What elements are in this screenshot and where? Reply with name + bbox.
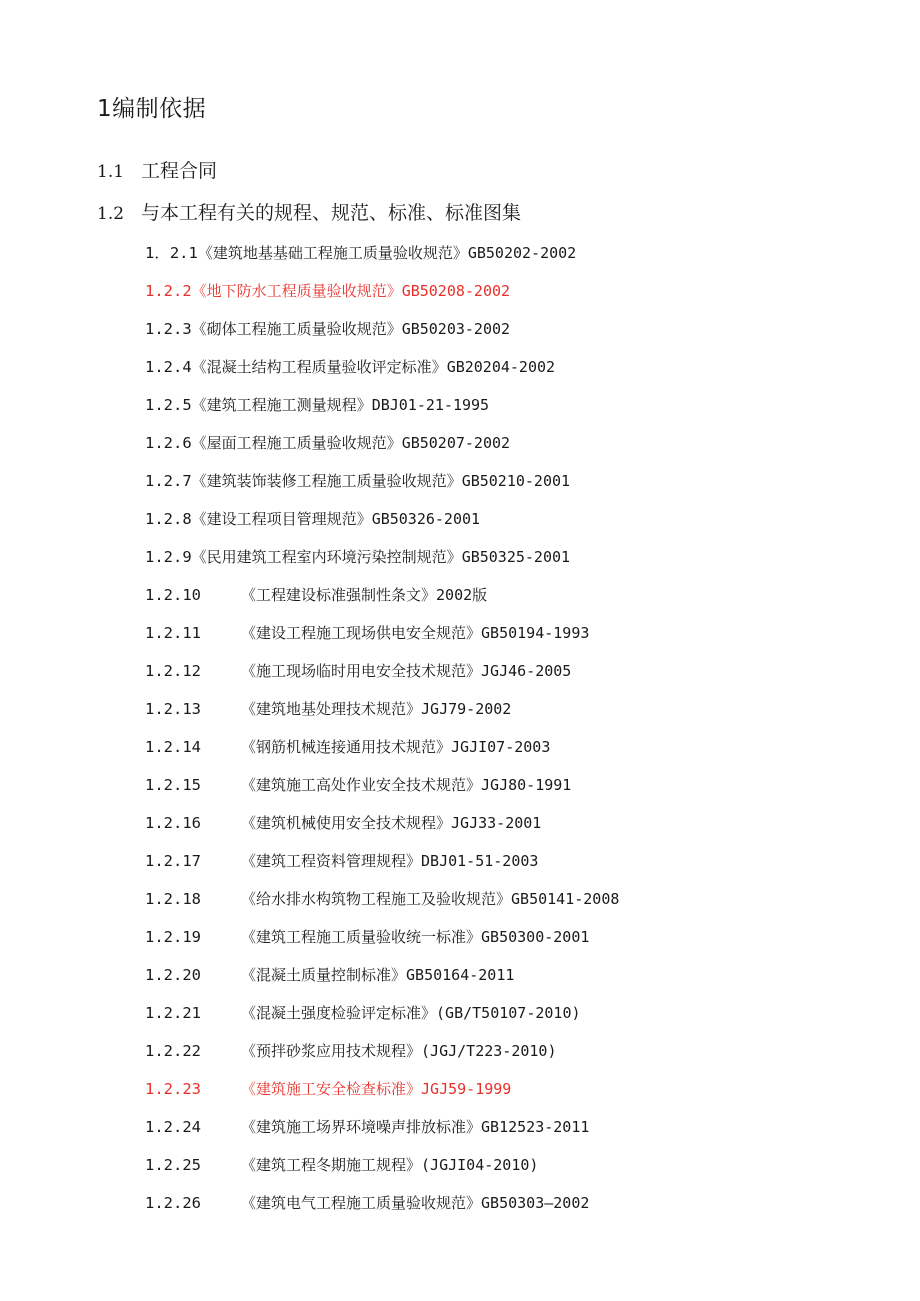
item-code: GB50300-2001 <box>481 928 590 946</box>
item-code: JGJI07-2003 <box>451 738 551 756</box>
item-title: 《建筑电气工程施工质量验收规范》 <box>241 1194 482 1212</box>
item-title: 《施工现场临时用电安全技术规范》 <box>241 662 482 680</box>
item-title: 《建筑工程施工测量规程》 <box>191 396 372 414</box>
list-item <box>145 805 885 843</box>
item-number: 1.2.10 <box>145 586 201 604</box>
item-number: 1.2.21 <box>145 1004 201 1022</box>
item-code: GB50208-2002 <box>401 282 511 300</box>
section-title: 与本工程有关的规程、规范、标准、标准图集 <box>141 202 522 224</box>
item-code: JGJ46-2005 <box>481 662 572 680</box>
item-number: 1.2.26 <box>145 1194 201 1212</box>
item-title: 《建筑工程资料管理规程》 <box>241 852 422 870</box>
list-item <box>145 235 885 273</box>
item-code: GB50303—2002 <box>481 1194 590 1212</box>
item-number: 1.2.24 <box>145 1118 201 1136</box>
list-item <box>145 577 885 615</box>
item-number: 1.2.17 <box>145 852 201 870</box>
list-item <box>145 1033 885 1071</box>
item-code: (JGJI04-2010) <box>421 1156 539 1174</box>
item-number: 1.2.23 <box>145 1080 201 1098</box>
item-title: 《建设工程施工现场供电安全规范》 <box>241 624 482 642</box>
item-number: 1.2.19 <box>145 928 201 946</box>
list-item <box>145 995 885 1033</box>
item-title: 《建筑施工安全检查标准》 <box>241 1080 422 1098</box>
section-heading-contract <box>97 156 217 187</box>
list-item <box>145 615 885 653</box>
item-code: GB50210-2001 <box>461 472 571 490</box>
item-title: 《建筑施工高处作业安全技术规范》 <box>241 776 482 794</box>
item-number: 1.2.20 <box>145 966 201 984</box>
item-code: JGJ33-2001 <box>451 814 542 832</box>
item-number: 1.2.5 <box>145 396 192 414</box>
item-number: 1.2.4 <box>145 358 192 376</box>
section-number: 1.1 <box>97 162 125 182</box>
section-title: 工程合同 <box>141 160 218 182</box>
list-item <box>145 1071 885 1109</box>
item-number: 1.2.6 <box>145 434 192 452</box>
section-number: 1.2 <box>97 204 125 224</box>
item-number: 1．2.1 <box>145 244 198 262</box>
item-number: 1.2.14 <box>145 738 201 756</box>
item-number: 1.2.11 <box>145 624 201 642</box>
item-number: 1.2.9 <box>145 548 192 566</box>
item-title: 《钢筋机械连接通用技术规范》 <box>241 738 452 756</box>
list-item <box>145 425 885 463</box>
list-item <box>145 881 885 919</box>
item-code: GB50141-2008 <box>511 890 620 908</box>
item-title: 《屋面工程施工质量验收规范》 <box>191 434 402 452</box>
list-item <box>145 1147 885 1185</box>
section-heading-standards <box>97 198 521 229</box>
item-code: JGJ80-1991 <box>481 776 572 794</box>
item-title: 《预拌砂浆应用技术规程》 <box>241 1042 422 1060</box>
list-item <box>145 691 885 729</box>
item-title: 《给水排水构筑物工程施工及验收规范》 <box>241 890 512 908</box>
item-code: DBJ01-21-1995 <box>371 396 490 414</box>
item-code: DBJ01-51-2003 <box>421 852 539 870</box>
list-item <box>145 767 885 805</box>
item-title: 《建设工程项目管理规范》 <box>191 510 372 528</box>
item-code: GB50326-2001 <box>371 510 481 528</box>
standards-list <box>145 235 885 1223</box>
item-code: GB50325-2001 <box>461 548 571 566</box>
item-title: 《建筑工程施工质量验收统一标准》 <box>241 928 482 946</box>
item-title: 《混凝土质量控制标准》 <box>241 966 407 984</box>
list-item <box>145 387 885 425</box>
item-title: 《建筑地基基础工程施工质量验收规范》 <box>197 244 468 262</box>
item-code: GB50202-2002 <box>467 244 577 262</box>
item-title: 《砌体工程施工质量验收规范》 <box>191 320 402 338</box>
list-item <box>145 1109 885 1147</box>
list-item <box>145 919 885 957</box>
item-number: 1.2.3 <box>145 320 192 338</box>
list-item <box>145 501 885 539</box>
list-item <box>145 653 885 691</box>
item-title: 《建筑施工场界环境噪声排放标准》 <box>241 1118 482 1136</box>
item-number: 1.2.16 <box>145 814 201 832</box>
main-heading: 1编制依据 <box>97 96 207 122</box>
list-item <box>145 1185 885 1223</box>
list-item <box>145 729 885 767</box>
item-code: JGJ79-2002 <box>421 700 512 718</box>
item-code: JGJ59-1999 <box>421 1080 512 1098</box>
item-title: 《民用建筑工程室内环境污染控制规范》 <box>191 548 462 566</box>
list-item <box>145 843 885 881</box>
item-number: 1.2.2 <box>145 282 192 300</box>
item-code: 2002版 <box>436 586 488 604</box>
item-code: (GB/T50107-2010) <box>436 1004 581 1022</box>
item-title: 《建筑机械使用安全技术规程》 <box>241 814 452 832</box>
item-title: 《混凝土结构工程质量验收评定标准》 <box>191 358 447 376</box>
item-code: GB20204-2002 <box>446 358 556 376</box>
list-item <box>145 463 885 501</box>
item-number: 1.2.12 <box>145 662 201 680</box>
item-title: 《混凝土强度检验评定标准》 <box>241 1004 437 1022</box>
item-title: 《建筑工程冬期施工规程》 <box>241 1156 422 1174</box>
item-code: GB12523-2011 <box>481 1118 590 1136</box>
list-item <box>145 349 885 387</box>
list-item <box>145 957 885 995</box>
item-code: GB50203-2002 <box>401 320 511 338</box>
item-number: 1.2.25 <box>145 1156 201 1174</box>
item-code: GB50194-1993 <box>481 624 590 642</box>
list-item <box>145 273 885 311</box>
item-title: 《地下防水工程质量验收规范》 <box>191 282 402 300</box>
item-number: 1.2.8 <box>145 510 192 528</box>
item-title: 《工程建设标准强制性条文》 <box>241 586 437 604</box>
item-title: 《建筑装饰装修工程施工质量验收规范》 <box>191 472 462 490</box>
list-item <box>145 311 885 349</box>
item-number: 1.2.15 <box>145 776 201 794</box>
list-item <box>145 539 885 577</box>
item-code: (JGJ/T223-2010) <box>421 1042 557 1060</box>
item-title: 《建筑地基处理技术规范》 <box>241 700 422 718</box>
item-number: 1.2.13 <box>145 700 201 718</box>
item-number: 1.2.22 <box>145 1042 201 1060</box>
item-number: 1.2.18 <box>145 890 201 908</box>
item-number: 1.2.7 <box>145 472 192 490</box>
item-code: GB50164-2011 <box>406 966 515 984</box>
item-code: GB50207-2002 <box>401 434 511 452</box>
